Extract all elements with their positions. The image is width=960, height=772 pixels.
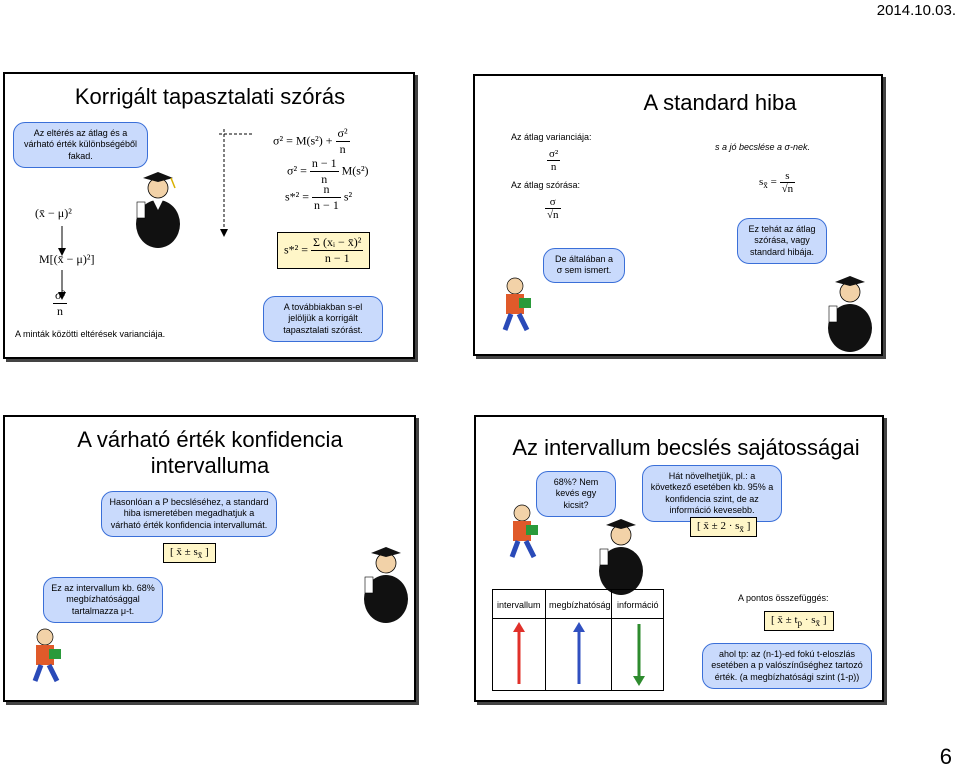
slide-2-bubble-right: Ez tehát az átlag szórása, vagy standard hibája. [737,218,827,264]
slide-4-bubble-right: Hát növelhetjük, pl.: a következő esetében kb. 95% a konfidencia szint, de az információ kevesebb. [642,465,782,522]
corrected-s-formula: s*² = $\frac{\text{Σ (xᵢ − x̄)²}}{n - 1}$ [277,232,370,269]
expected-deviation: M[(x̄ − μ)²] [39,252,95,266]
slide-2 [473,74,883,356]
slide-1 [3,72,415,359]
col-label-interval: intervallum [497,600,541,610]
sigma-relation-2: σ² = $\frac{n - 1}{n}$ M(s²) [287,156,369,186]
slide-1-title: Korrigált tapasztalati szórás [74,84,346,109]
col-label-reliability: megbízhatóság [549,600,611,610]
slide-4 [474,415,884,702]
arrow-down-green [633,622,645,686]
slide-4-bubble-left: 68%? Nem kevés egy kicsit? [536,471,616,517]
variance-of-mean: $\frac{\text{σ²}}{n}$ [549,148,559,173]
slide-2-line-2: Az átlag szórása: [511,180,581,190]
confidence-interval-1se: [ x̄ ± $s_{x̄}$ ] [163,543,216,563]
professor-icon [133,166,183,244]
slide-2-line-3: s a jó becslése a σ-nek. [715,142,810,152]
slide-3 [3,415,416,702]
slide-1-bubble-top: Az eltérés az átlag és a várható érték különbségéből fakad. [13,122,148,168]
arrow-up-blue [573,622,585,686]
standard-error-formula: $s_{x̄}$ = $\frac{s}{√n}$ [759,170,794,195]
slide-4-title: Az intervallum becslés sajátosságai [512,435,860,460]
professor-icon [825,270,875,348]
professor-icon [596,513,646,591]
slide-1-note: A minták közötti eltérések varianciája. [15,329,166,339]
professor-icon [361,541,411,619]
student-reading-icon [27,627,69,687]
slide-2-bubble-left: De általában a σ sem ismert. [543,248,625,283]
slide-3-title: A várható érték konfidencia intervalluma [77,427,343,478]
slide-2-title: A standard hiba [643,90,797,115]
confidence-interval-2se: [ x̄ ± $2 \cdot s_{x̄}$ ] [690,517,757,537]
student-reading-icon [497,276,539,336]
slide-2-line-1: Az átlag varianciája: [511,132,592,142]
slide-4-note: ahol tp: az (n-1)-ed fokú t-eloszlás esetében a p valószínűséghez tartozó érték. (a megbízhatósági szint (1-p)) [702,643,872,689]
slide-1-bubble-bottom: A továbbiakban s-el jelöljük a korrigált tapasztalati szórást. [263,296,383,342]
sd-of-mean: $\frac{\sigma}{√n}$ [547,196,559,221]
sigma-relation-1: σ² = M(s²) + $\frac{\text{σ²}}{n}$ [273,126,348,156]
comparison-table [492,589,664,691]
arrow-down-dashed [219,129,229,239]
summary-heading: A pontos összefüggés: [738,593,829,603]
deviation-square: (x̄ − μ)² [35,206,72,220]
exact-interval-formula: [ x̄ ± $t_p \cdot s_{x̄}$ ] [764,611,834,631]
arrow-up-red [513,622,525,686]
sigma-relation-3: s*² = $\frac{n}{n - 1}$ s² [285,182,353,212]
page-number: 6 [939,744,952,769]
sigma-over-n: $\frac{\text{σ²}}{n}$ [55,288,66,318]
col-label-information: információ [617,600,659,610]
header-date: 2014.10.03. [876,2,956,19]
slide-3-bubble-bottom: Ez az intervallum kb. 68% megbízhatósággal tartalmazza μ-t. [43,577,163,623]
slide-3-bubble-top: Hasonlóan a P becsléséhez, a standard hiba ismeretében megadhatjuk a várható érték konfidencia intervallumát. [101,491,277,537]
